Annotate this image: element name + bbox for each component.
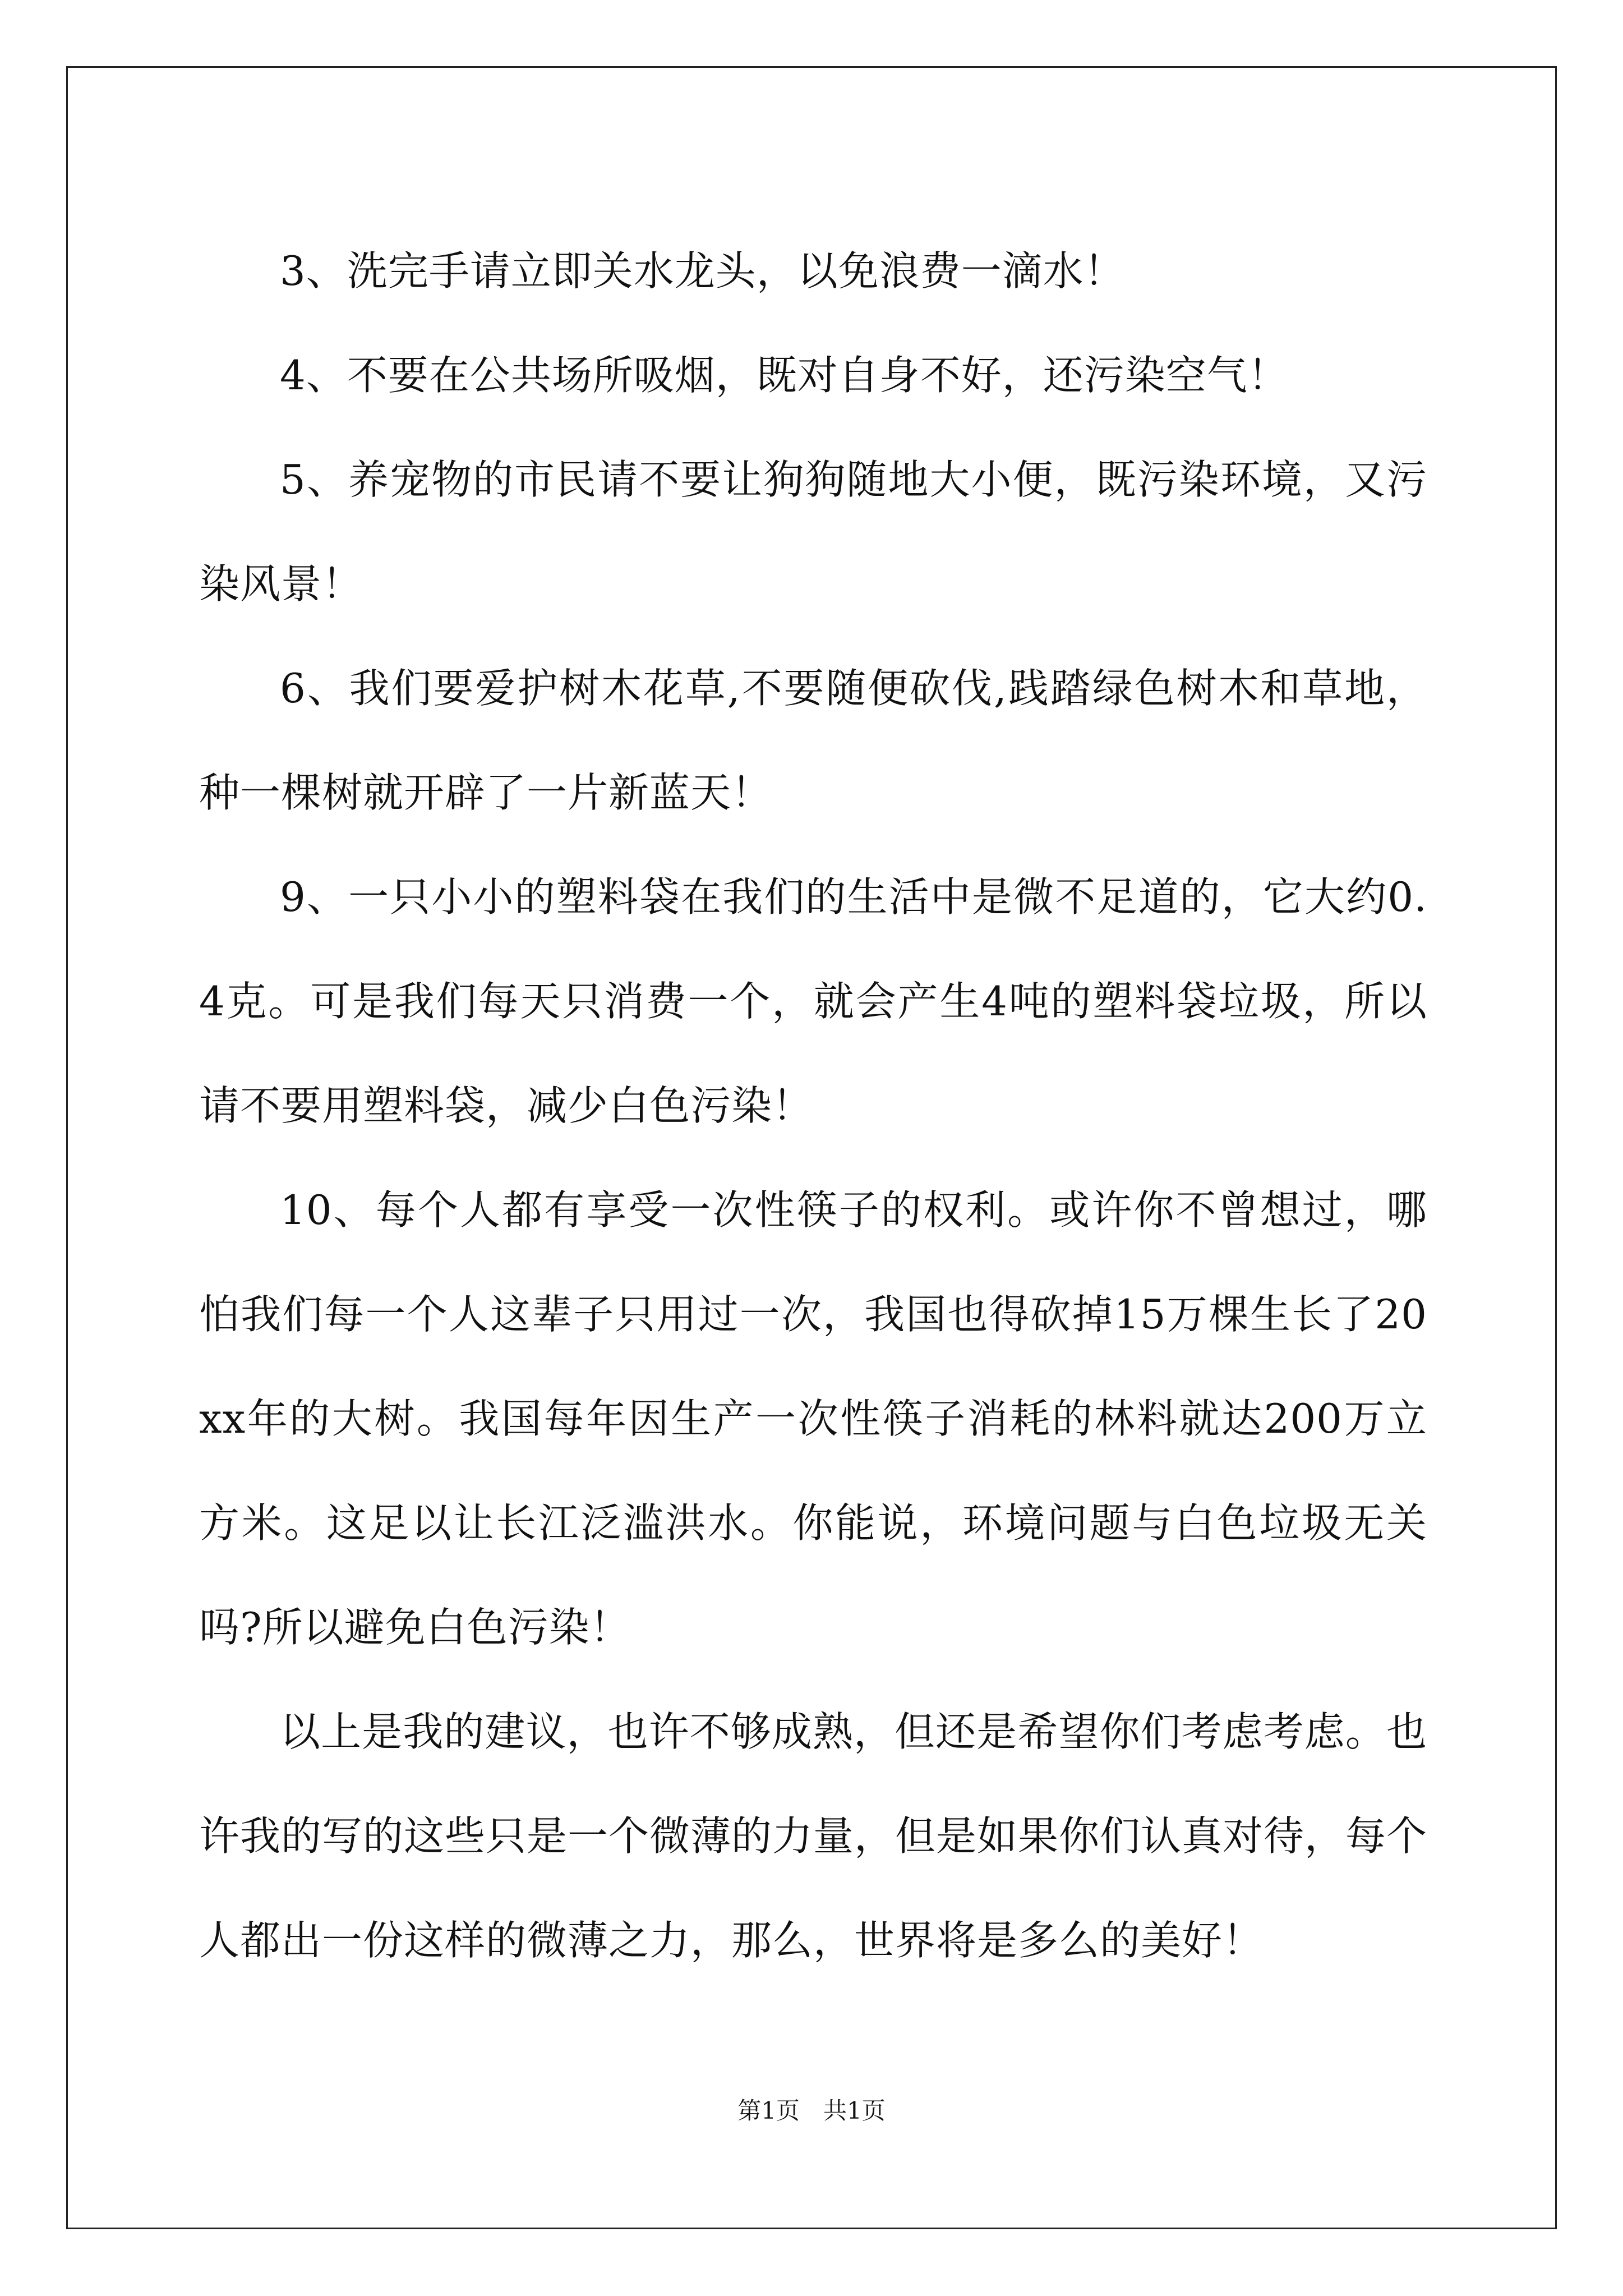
- paragraph-item-9: 9、一只小小的塑料袋在我们的生活中是微不足道的，它大约0.4克。可是我们每天只消费一个，就会产生4吨的塑料袋垃圾，所以请不要用塑料袋，减少白色污染！: [199, 873, 1427, 1129]
- paragraph-conclusion: 以上是我的建议，也许不够成熟，但还是希望你们考虑考虑。也许我的写的这些只是一个微薄的力量，但是如果你们认真对待，每个人都出一份这样的微薄之力，那么，世界将是多么的美好！: [199, 1708, 1428, 1964]
- paragraph-item-4: 4、不要在公共场所吸烟，既对自身不好，还污染空气！: [280, 352, 1289, 399]
- paragraph-item-6: 6、我们要爱护树木花草,不要随便砍伐,践踏绿色树木和草地，种一棵树就开辟了一片新蓝天！: [199, 665, 1427, 816]
- page-number-label: 第1页 共1页: [737, 2097, 886, 2124]
- document-body: [199, 219, 1427, 1993]
- paragraph-item-3: 3、洗完手请立即关水龙头，以免浪费一滴水！: [280, 247, 1125, 295]
- paragraph-item-10: 10、每个人都有享受一次性筷子的权利。或许你不曾想过，哪怕我们每一个人这辈子只用过一次，我国也得砍掉15万棵生长了20xx年的大树。我国每年因生产一次性筷子消耗的林料就达200万立方米。这足以让长江泛滥洪水。你能说，环境问题与白色垃圾无关吗?所以避免白色污染！: [199, 1186, 1427, 1651]
- paragraph-item-5: 5、养宠物的市民请不要让狗狗随地大小便，既污染环境，又污染风景！: [199, 456, 1427, 608]
- page-footer: [0, 2095, 1623, 2127]
